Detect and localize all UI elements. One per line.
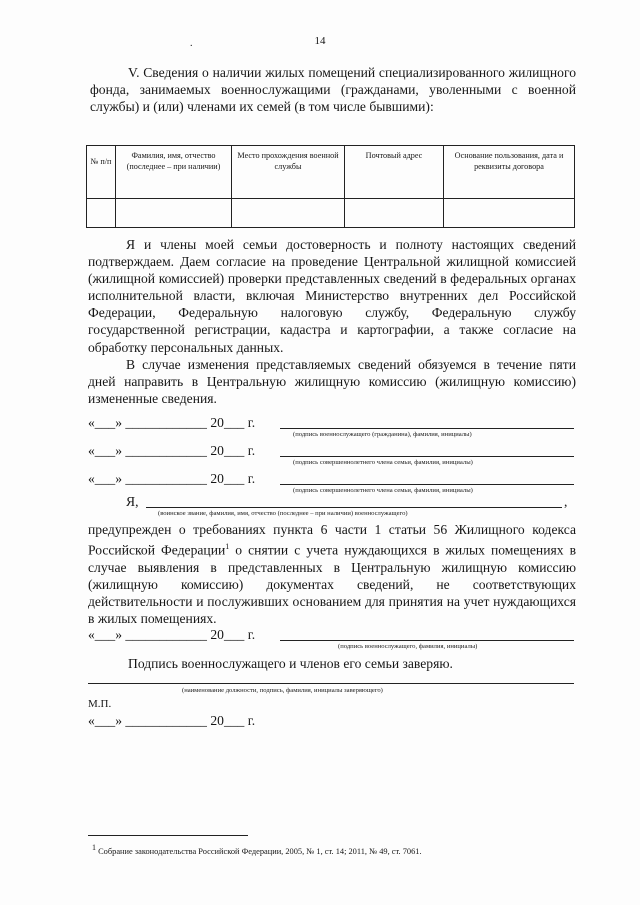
table-row — [87, 199, 575, 228]
stamp-place: М.П. — [88, 698, 112, 710]
section-title-text: V. Сведения о наличии жилых помещений специализированного жилищного фонда, занимаемых военнослужащими (гражданами, уволенными с военной службы) и (или) членами их семей (в том числе бывшими): — [90, 65, 576, 114]
warning-comma: , — [564, 494, 568, 509]
signature-caption: (подпись совершеннолетнего члена семьи, фамилия, инициалы) — [293, 459, 473, 466]
signature-caption: (подпись военнослужащего, фамилия, инициалы) — [338, 643, 478, 650]
table-cell — [345, 199, 444, 228]
warning-ya: Я, — [126, 494, 139, 509]
warning-name-row — [88, 494, 578, 518]
certifier-line[interactable] — [88, 683, 574, 684]
signature-caption: (подпись военнослужащего (гражданина), фамилия, инициалы) — [293, 431, 472, 438]
table-cell — [444, 199, 575, 228]
confirmation-paragraph-2: В случае изменения представляемых сведений обязуемся в течение пяти дней направить в Центральную жилищную комиссию (жилищную комиссию) измененные сведения. — [88, 356, 576, 406]
warning-text-continued: о снятии с учета нуждающихся в жилых помещениях в случае выявления в представленных в Центральную жилищную комиссию (жилищную комиссию) документах сведений, не соответствующих действительности и послуживших основанием для принятия на учет нуждающихся в жилых помещениях. — [88, 542, 576, 626]
table-cell — [87, 199, 116, 228]
date-field[interactable]: «___» ____________ 20___ г. — [88, 443, 256, 458]
confirmation-paragraph-1: Я и члены моей семьи достоверность и полноту настоящих сведений подтверждаем. Даем согласие на проведение Центральной жилищной комиссией (жилищной комиссией) проверки представленных сведений в федеральных органах исполнительной власти, включая Министерство внутренних дел Российской Федерации, Федеральную налоговую службу, Федеральную службу государственной регистрации, кадастра и картографии, а также согласие на обработку персональных данных. — [88, 237, 576, 355]
stray-mark: . — [190, 38, 193, 49]
serviceman-name-line[interactable] — [146, 507, 562, 508]
housing-info-table — [86, 145, 575, 228]
date-field[interactable]: «___» ____________ 20___ г. — [88, 415, 256, 430]
col-header-service-place: Место прохождения военной службы — [232, 146, 345, 199]
footnote-ref: 1 — [225, 542, 230, 552]
signature-line[interactable] — [280, 484, 574, 485]
signature-row-serviceman — [88, 415, 578, 438]
col-header-postal-address: Почтовый адрес — [345, 146, 444, 199]
table-cell — [116, 199, 232, 228]
footnote-mark: 1 — [92, 843, 96, 852]
signature-caption: (подпись совершеннолетнего члена семьи, фамилия, инициалы) — [293, 487, 473, 494]
table-cell — [232, 199, 345, 228]
confirmation-block — [88, 236, 576, 407]
warning-paragraph — [88, 521, 576, 627]
signature-line[interactable] — [280, 640, 574, 641]
date-field[interactable]: «___» ____________ 20___ г. — [88, 471, 256, 486]
certifier-caption: (наименование должности, подпись, фамилия, инициалы заверяющего) — [182, 687, 383, 694]
certification-text: Подпись военнослужащего и членов его семьи заверяю. — [128, 656, 453, 671]
serviceman-name-caption: (воинское звание, фамилия, имя, отчество (последнее – при наличии) военнослужащего) — [158, 510, 408, 517]
signature-row-family-member-2 — [88, 471, 578, 494]
signature-line[interactable] — [280, 428, 574, 429]
signature-row-family-member-1 — [88, 443, 578, 466]
page-number: 14 — [314, 35, 326, 47]
footnote — [92, 843, 422, 856]
signature-line[interactable] — [280, 456, 574, 457]
certification-date-field[interactable]: «___» ____________ 20___ г. — [88, 713, 256, 728]
section-title — [90, 64, 576, 115]
date-field[interactable]: «___» ____________ 20___ г. — [88, 627, 256, 642]
signature-row-warning — [88, 627, 578, 650]
col-header-full-name: Фамилия, имя, отчество (последнее – при наличии) — [116, 146, 232, 199]
footnote-separator — [88, 835, 248, 836]
footnote-text: Собрание законодательства Российской Федерации, 2005, № 1, ст. 14; 2011, № 49, ст. 7061. — [96, 846, 422, 856]
table-header-row — [87, 146, 575, 199]
col-header-number: № п/п — [87, 146, 116, 199]
warning-text: предупрежден о требованиях пункта 6 части 1 статьи 56 Жилищного кодекса Российской Федерации — [88, 522, 576, 558]
col-header-usage-basis: Основание пользования, дата и реквизиты договора — [444, 146, 575, 199]
